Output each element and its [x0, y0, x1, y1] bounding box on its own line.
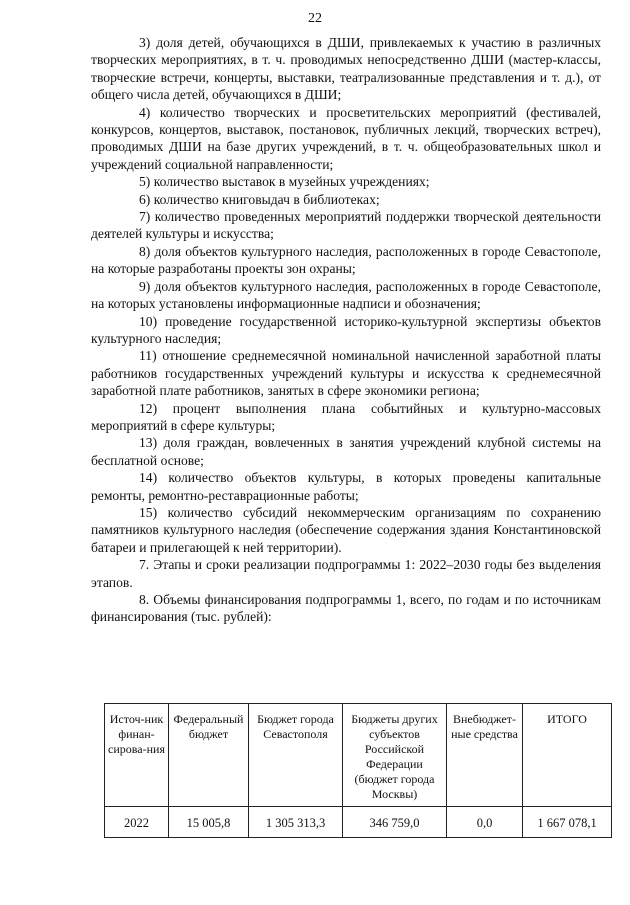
- header-federal-budget: Федеральный бюджет: [169, 704, 249, 807]
- paragraph-indicator-13: 13) доля граждан, вовлеченных в занятия учреждений клубной системы на бесплатной основе;: [91, 435, 601, 468]
- document-body: [91, 34, 601, 626]
- cell-other-subjects: 346 759,0: [343, 807, 447, 838]
- paragraph-indicator-14: 14) количество объектов культуры, в которых проведены капитальные ремонты, ремонтно-реставрационные работы;: [91, 470, 601, 503]
- header-total: ИТОГО: [523, 704, 612, 807]
- paragraph-indicator-7: 7) количество проведенных мероприятий поддержки творческой деятельности деятелей культуры и искусства;: [91, 209, 601, 242]
- paragraph-indicator-9: 9) доля объектов культурного наследия, расположенных в городе Севастополе, на которых установлены информационные надписи и обозначения;: [91, 278, 601, 312]
- paragraph-indicator-11: 11) отношение среднемесячной номинальной начисленной заработной платы работников государственных учреждений культуры и искусства к среднемесячной заработной плате работников, занятых в сфере экономики региона;: [91, 348, 601, 399]
- paragraph-indicator-10: 10) проведение государственной историко-культурной экспертизы объектов культурного наследия;: [91, 313, 601, 346]
- paragraph-indicator-8: 8) доля объектов культурного наследия, расположенных в городе Севастополе, на которые разработаны проекты зон охраны;: [91, 243, 601, 277]
- paragraph-financing: 8. Объемы финансирования подпрограммы 1, всего, по годам и по источникам финансирования (тыс. рублей):: [91, 592, 601, 625]
- table-header-row: [105, 704, 612, 807]
- paragraph-indicator-5: 5) количество выставок в музейных учреждениях;: [139, 174, 430, 190]
- paragraph-indicator-6: 6) количество книговыдач в библиотеках;: [139, 191, 380, 207]
- paragraph-indicator-4: 4) количество творческих и просветительских мероприятий (фестивалей, конкурсов, концертов, выставок, постановок, публичных лекций, творческих встреч), проводимых ДШИ на базе других учреждений, в т. ч. общеобразовательных школ и учреждений социальной направленности;: [91, 104, 601, 172]
- paragraph-stages: 7. Этапы и сроки реализации подпрограммы 1: 2022–2030 годы без выделения этапов.: [91, 557, 601, 590]
- cell-total: 1 667 078,1: [523, 807, 612, 838]
- header-extrabudgetary: Внебюджет-ные средства: [447, 704, 523, 807]
- cell-year: 2022: [105, 807, 169, 838]
- cell-federal: 15 005,8: [169, 807, 249, 838]
- page-number: 22: [308, 11, 322, 26]
- paragraph-indicator-3: 3) доля детей, обучающихся в ДШИ, привлекаемых к участию в различных творческих мероприятиях, в т. ч. проводимых непосредственно ДШИ (мастер-классы, творческие встречи, концерты, выставки, театрализованные представления и т. д.), от общего числа детей, обучающихся в ДШИ;: [91, 35, 601, 103]
- cell-city: 1 305 313,3: [249, 807, 343, 838]
- table-row: [105, 807, 612, 838]
- cell-extrabudgetary: 0,0: [447, 807, 523, 838]
- header-city-budget: Бюджет города Севастополя: [249, 704, 343, 807]
- paragraph-indicator-12: 12) процент выполнения плана событийных и культурно-массовых мероприятий в сфере культуры;: [91, 400, 601, 433]
- financing-table: [104, 703, 612, 838]
- header-source: Источ-ник финан-сирова-ния: [105, 704, 169, 807]
- paragraph-indicator-15: 15) количество субсидий некоммерческим организациям по сохранению памятников культурного наследия (обеспечение содержания здания Константиновской батареи и прилегающей к ней территории).: [91, 504, 601, 555]
- header-other-subjects-budget: Бюджеты других субъектов Российской Федерации (бюджет города Москвы): [343, 704, 447, 807]
